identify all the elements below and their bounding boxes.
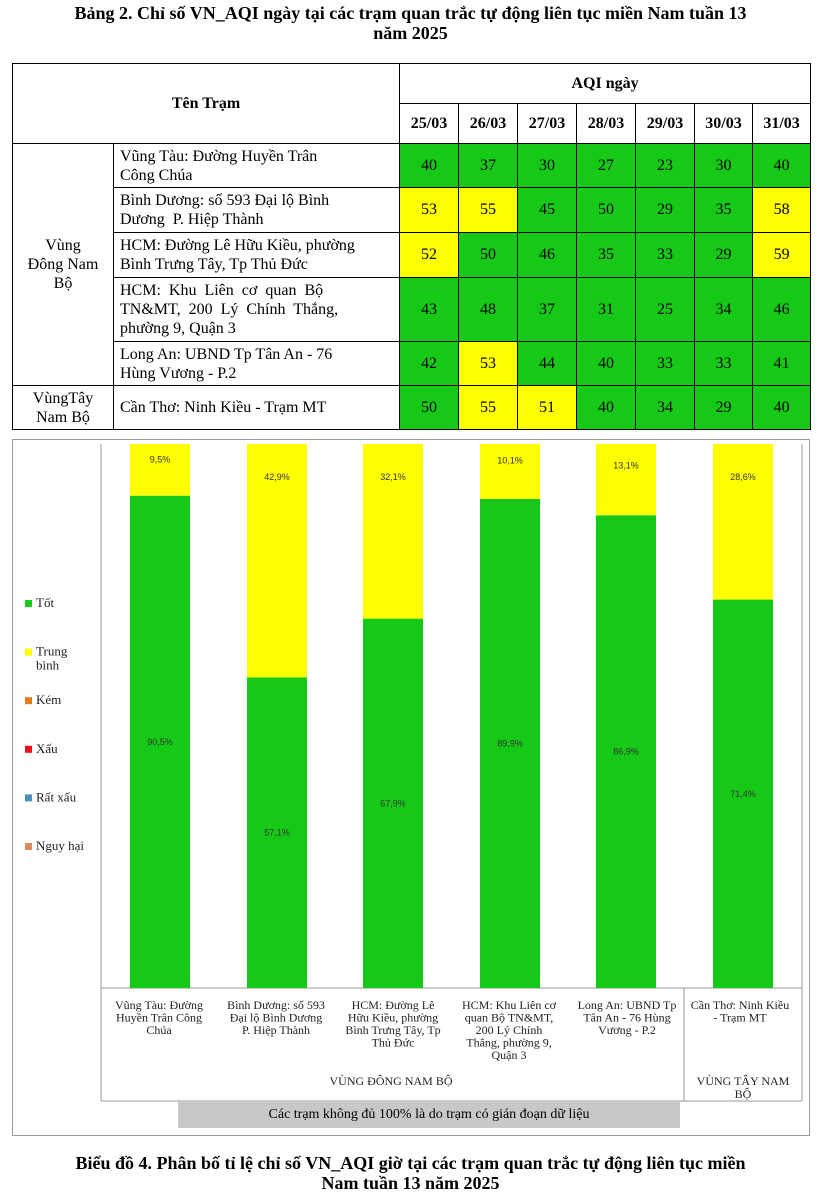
table-title-line-2: năm 2025: [373, 23, 448, 43]
legend-label: Xấu: [36, 740, 58, 756]
aqi-value-cell: 31: [577, 278, 636, 342]
category-label: Tân An - 76 Hùng: [583, 1010, 671, 1025]
legend-label: Tốt: [36, 595, 55, 610]
aqi-value-cell: 40: [577, 342, 636, 386]
region-group-label: VÙNG TÂY NAM: [696, 1074, 790, 1088]
bar-segment: [363, 444, 423, 619]
bar-data-label: 71,4%: [730, 788, 756, 799]
station-name-line: phường 9, Quận 3: [120, 320, 236, 337]
bar-data-label: 10,1%: [497, 455, 523, 466]
bar-data-label: 90,5%: [147, 736, 173, 747]
aqi-value-cell: 55: [459, 386, 518, 430]
date-header: 27/03: [518, 104, 577, 144]
region-group-label: BỘ: [734, 1087, 752, 1101]
legend-swatch: [25, 600, 32, 607]
aqi-value-cell: 50: [459, 233, 518, 278]
station-header: Tên Trạm: [13, 64, 400, 144]
aqi-value-cell: 33: [636, 342, 695, 386]
category-label: Cần Thơ: Ninh Kiều: [690, 998, 790, 1012]
aqi-value-cell: 50: [400, 386, 459, 430]
station-name-line: Bình Dương: số 593 Đại lộ Bình: [120, 192, 330, 209]
aqi-value-cell: 59: [753, 233, 811, 278]
category-label: HCM: Khu Liên cơ: [461, 998, 557, 1012]
category-label: Vương - P.2: [598, 1023, 656, 1037]
station-name-line: Long An: UBND Tp Tân An - 76: [120, 345, 333, 363]
bar-data-label: 67,9%: [380, 798, 406, 809]
aqi-value-cell: 52: [400, 233, 459, 278]
category-label: Hữu Kiều, phường: [347, 1010, 439, 1025]
aqi-value-cell: 53: [400, 188, 459, 233]
station-name-line: Bình Trưng Tây, Tp Thủ Đức: [120, 256, 308, 273]
chart-note: Các trạm không đủ 100% là do trạm có gián đoạn dữ liệu: [178, 1101, 680, 1128]
legend-label: Rất xấu: [36, 789, 77, 805]
category-label: Chúa: [146, 1023, 172, 1037]
aqi-value-cell: 51: [518, 386, 577, 430]
chart-caption-line-2: Nam tuần 13 năm 2025: [321, 1173, 500, 1193]
region-label-line: VùngTây: [32, 389, 94, 407]
aqi-value-cell: 23: [636, 144, 695, 188]
station-name-line: TN&MT, 200 Lý Chính Thắng,: [120, 301, 339, 318]
category-label: Đại lộ Bình Dương: [229, 1010, 323, 1025]
aqi-value-cell: 53: [459, 342, 518, 386]
bar-data-label: 86,9%: [613, 746, 639, 757]
date-header: 25/03: [400, 104, 459, 144]
category-label: Thắng, phường 9,: [466, 1035, 552, 1050]
station-name-line: Vũng Tàu: Đường Huyền Trân: [120, 147, 318, 165]
region-label-line: Nam Bộ: [36, 408, 90, 426]
date-header: 26/03: [459, 104, 518, 144]
bar-data-label: 57,1%: [264, 827, 290, 838]
aqi-value-cell: 34: [636, 386, 695, 430]
aqi-value-cell: 35: [577, 233, 636, 278]
category-label: Bình Dương: số 593: [227, 998, 325, 1012]
region-label-line: Bộ: [53, 275, 73, 292]
date-header: 30/03: [695, 104, 753, 144]
bar-data-label: 13,1%: [613, 460, 639, 471]
aqi-value-cell: 29: [636, 188, 695, 233]
aqi-value-cell: 50: [577, 188, 636, 233]
aqi-header: AQI ngày: [400, 64, 811, 104]
aqi-value-cell: 46: [753, 278, 811, 342]
table-title-line-1: Bảng 2. Chỉ số VN_AQI ngày tại các trạm quan trắc tự động liên tục miền Nam tuần 13: [74, 3, 747, 23]
bar-data-label: 42,9%: [264, 472, 290, 482]
bar-segment: [596, 444, 656, 515]
aqi-value-cell: 33: [636, 233, 695, 278]
station-name-line: HCM: Đường Lê Hữu Kiều, phường: [120, 237, 355, 254]
aqi-value-cell: 33: [695, 342, 753, 386]
legend-label: bình: [36, 657, 60, 673]
region-label-line: Vùng: [45, 237, 81, 254]
aqi-value-cell: 25: [636, 278, 695, 342]
bar-data-label: 9,5%: [149, 454, 171, 465]
station-name-line: Cần Thơ: Ninh Kiều - Trạm MT: [120, 399, 327, 416]
bar-data-label: 89,9%: [497, 738, 523, 749]
legend-label: Nguy hại: [36, 838, 85, 853]
date-header: 31/03: [753, 104, 811, 144]
aqi-value-cell: 27: [577, 144, 636, 188]
aqi-value-cell: 42: [400, 342, 459, 386]
bar-data-label: 28,6%: [730, 472, 756, 482]
station-name-line: Hùng Vương - P.2: [120, 364, 237, 382]
category-label: quan Bộ TN&MT,: [464, 1010, 554, 1025]
category-label: 200 Lý Chính: [475, 1023, 543, 1037]
aqi-value-cell: 45: [518, 188, 577, 233]
aqi-value-cell: 37: [459, 144, 518, 188]
aqi-value-cell: 34: [695, 278, 753, 342]
aqi-value-cell: 35: [695, 188, 753, 233]
aqi-value-cell: 37: [518, 278, 577, 342]
bar-data-label: 32,1%: [380, 472, 406, 482]
legend-swatch: [25, 843, 32, 850]
aqi-value-cell: 40: [577, 386, 636, 430]
legend-swatch: [25, 746, 32, 753]
category-label: HCM: Đường Lê: [351, 998, 435, 1012]
aqi-value-cell: 43: [400, 278, 459, 342]
aqi-value-cell: 40: [753, 386, 811, 430]
category-label: Thủ Đức: [371, 1035, 415, 1050]
category-label: Quận 3: [491, 1048, 527, 1062]
aqi-value-cell: 44: [518, 342, 577, 386]
legend-swatch: [25, 697, 32, 704]
date-header: 28/03: [577, 104, 636, 144]
category-label: Long An: UBND Tp: [577, 998, 677, 1012]
category-label: Vũng Tàu: Đường: [115, 998, 203, 1012]
category-label: P. Hiệp Thành: [241, 1023, 311, 1037]
aqi-value-cell: 30: [518, 144, 577, 188]
aqi-value-cell: 58: [753, 188, 811, 233]
aqi-value-cell: 29: [695, 233, 753, 278]
station-name-line: HCM: Khu Liên cơ quan Bộ: [120, 282, 324, 299]
category-label: Bình Trưng Tây, Tp: [345, 1023, 441, 1037]
chart-caption-line-1: Biểu đồ 4. Phân bố tỉ lệ chỉ số VN_AQI giờ tại các trạm quan trắc tự động liên tục miền: [75, 1153, 746, 1173]
bar-segment: [480, 444, 540, 499]
legend-swatch: [25, 794, 32, 801]
aqi-value-cell: 29: [695, 386, 753, 430]
station-name-line: Dương P. Hiệp Thành: [120, 211, 264, 228]
aqi-value-cell: 48: [459, 278, 518, 342]
aqi-value-cell: 40: [400, 144, 459, 188]
aqi-value-cell: 41: [753, 342, 811, 386]
aqi-value-cell: 40: [753, 144, 811, 188]
bar-segment: [713, 444, 773, 600]
bar-segment: [130, 444, 190, 496]
legend-label: Trung: [36, 643, 68, 659]
region-group-label: VÙNG ĐÔNG NAM BỘ: [329, 1074, 453, 1088]
legend-label: Kém: [36, 692, 62, 708]
aqi-value-cell: 55: [459, 188, 518, 233]
category-label: - Trạm MT: [713, 1010, 767, 1025]
aqi-value-cell: 30: [695, 144, 753, 188]
category-label: Huyền Trân Công: [115, 1010, 203, 1025]
region-label-line: Đông Nam: [27, 256, 99, 273]
chart-caption: [0, 1153, 821, 1193]
date-header: 29/03: [636, 104, 695, 144]
aqi-value-cell: 46: [518, 233, 577, 278]
legend-swatch: [25, 649, 32, 656]
station-name-line: Công Chúa: [120, 166, 193, 184]
